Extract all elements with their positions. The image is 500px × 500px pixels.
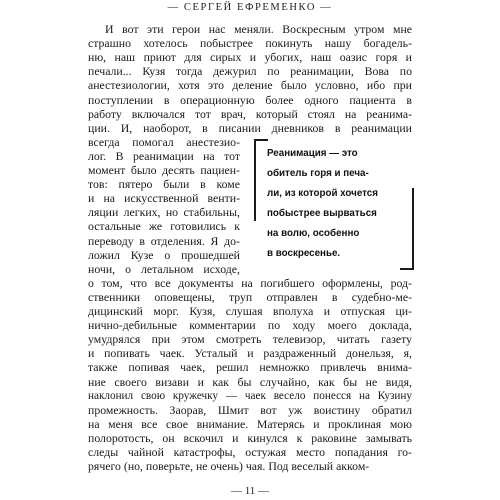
body-line: нично-дебильные комментарии по ходу моего доклада, bbox=[88, 318, 412, 333]
pull-quote-bracket bbox=[400, 268, 414, 270]
pull-quote-line: побыстрее вырваться bbox=[267, 207, 377, 219]
body-line: ляции легких, но стабильны, bbox=[88, 205, 240, 220]
body-line: И вот эти герои нас меняли. Воскресным утром мне bbox=[105, 22, 412, 36]
pull-quote-line: на волю, особенно bbox=[267, 227, 360, 239]
body-line: остальные же готовились к bbox=[88, 219, 240, 234]
body-line: ции. И, наоборот, в писании дневников в реанимации bbox=[88, 120, 412, 135]
pull-quote-bracket bbox=[254, 139, 268, 141]
running-head: — СЕРГЕЙ ЕФРЕМЕНКО — bbox=[167, 2, 333, 13]
body-line: ние своего визави и как бы случайно, как бы не видя, bbox=[88, 374, 412, 389]
pull-quote-bracket bbox=[412, 188, 414, 270]
body-line: анестезиологии, хотя это деление было условно, ибо при bbox=[88, 78, 412, 93]
body-line: ложил Кузе о прошедшей bbox=[88, 247, 240, 262]
body-line: умудрялся при этом смотреть телевизор, читать газету bbox=[88, 332, 412, 347]
body-line: ственники оповещены, труп отправлен в судебно-ме- bbox=[88, 289, 412, 304]
pull-quote-line: ли, из которой хочется bbox=[267, 187, 378, 199]
body-line: о том, что все документы на погибшего оформлены, род- bbox=[88, 275, 412, 290]
body-line: и попивать чаек. Усталый и раздраженный донельзя, я, bbox=[88, 346, 412, 361]
page-number: — 11 — bbox=[230, 485, 270, 497]
body-line: работу включался тот врач, который стоял на реанима- bbox=[88, 106, 412, 121]
body-line: также попивая чаек, решил немножко привлечь внима- bbox=[88, 360, 412, 375]
body-line: поступлении в операционную более одного пациента в bbox=[88, 92, 412, 107]
pull-quote-line: в воскресенье. bbox=[267, 247, 341, 259]
body-line: следы чайной катастрофы, остужая место попадания го- bbox=[88, 445, 412, 459]
body-line: переводу в отделения. Я до- bbox=[88, 233, 240, 248]
body-line: ночи, о летальном исходе, bbox=[88, 261, 240, 276]
body-line: всегда помогал анестезио- bbox=[88, 134, 240, 149]
body-line: тов: пятеро были в коме bbox=[88, 177, 240, 192]
pull-quote-line: обитель горя и печа- bbox=[267, 167, 369, 179]
body-line: лог. В реанимации на тот bbox=[88, 148, 240, 163]
pull-quote-bracket bbox=[254, 139, 256, 221]
pull-quote-line: Реанимация — это bbox=[267, 147, 358, 159]
pull-quote bbox=[254, 139, 414, 270]
body-line: ню, наш приют для сирых и убогих, наш оазис горя и bbox=[88, 50, 412, 65]
body-line: и на искусственной венти- bbox=[88, 191, 240, 206]
body-line: наклонил свою кружечку — чаек весело понесся на Кузину bbox=[88, 389, 412, 402]
body-line: момент было десять пациен- bbox=[88, 163, 240, 177]
body-line: на меня все свое внимание. Матерясь и проклиная мою bbox=[88, 416, 412, 431]
body-line: дицинский морг. Кузя, слушая вполуха и отпуская ци- bbox=[88, 304, 412, 318]
body-line: печали... Кузя тогда дежурил по реанимации, Вова по bbox=[88, 64, 412, 79]
body-line: полоротость, он вскочил и кинулся к раковине замывать bbox=[88, 430, 412, 445]
body-line: рячего (но, поверьте, не очень) чая. Под веселый акком- bbox=[88, 459, 370, 474]
body-line: страшно хотелось побыстрее покинуть нашу богадель- bbox=[88, 36, 412, 51]
body-line: промежность. Заорав, Шмит вот уж воистину обратил bbox=[88, 402, 412, 417]
